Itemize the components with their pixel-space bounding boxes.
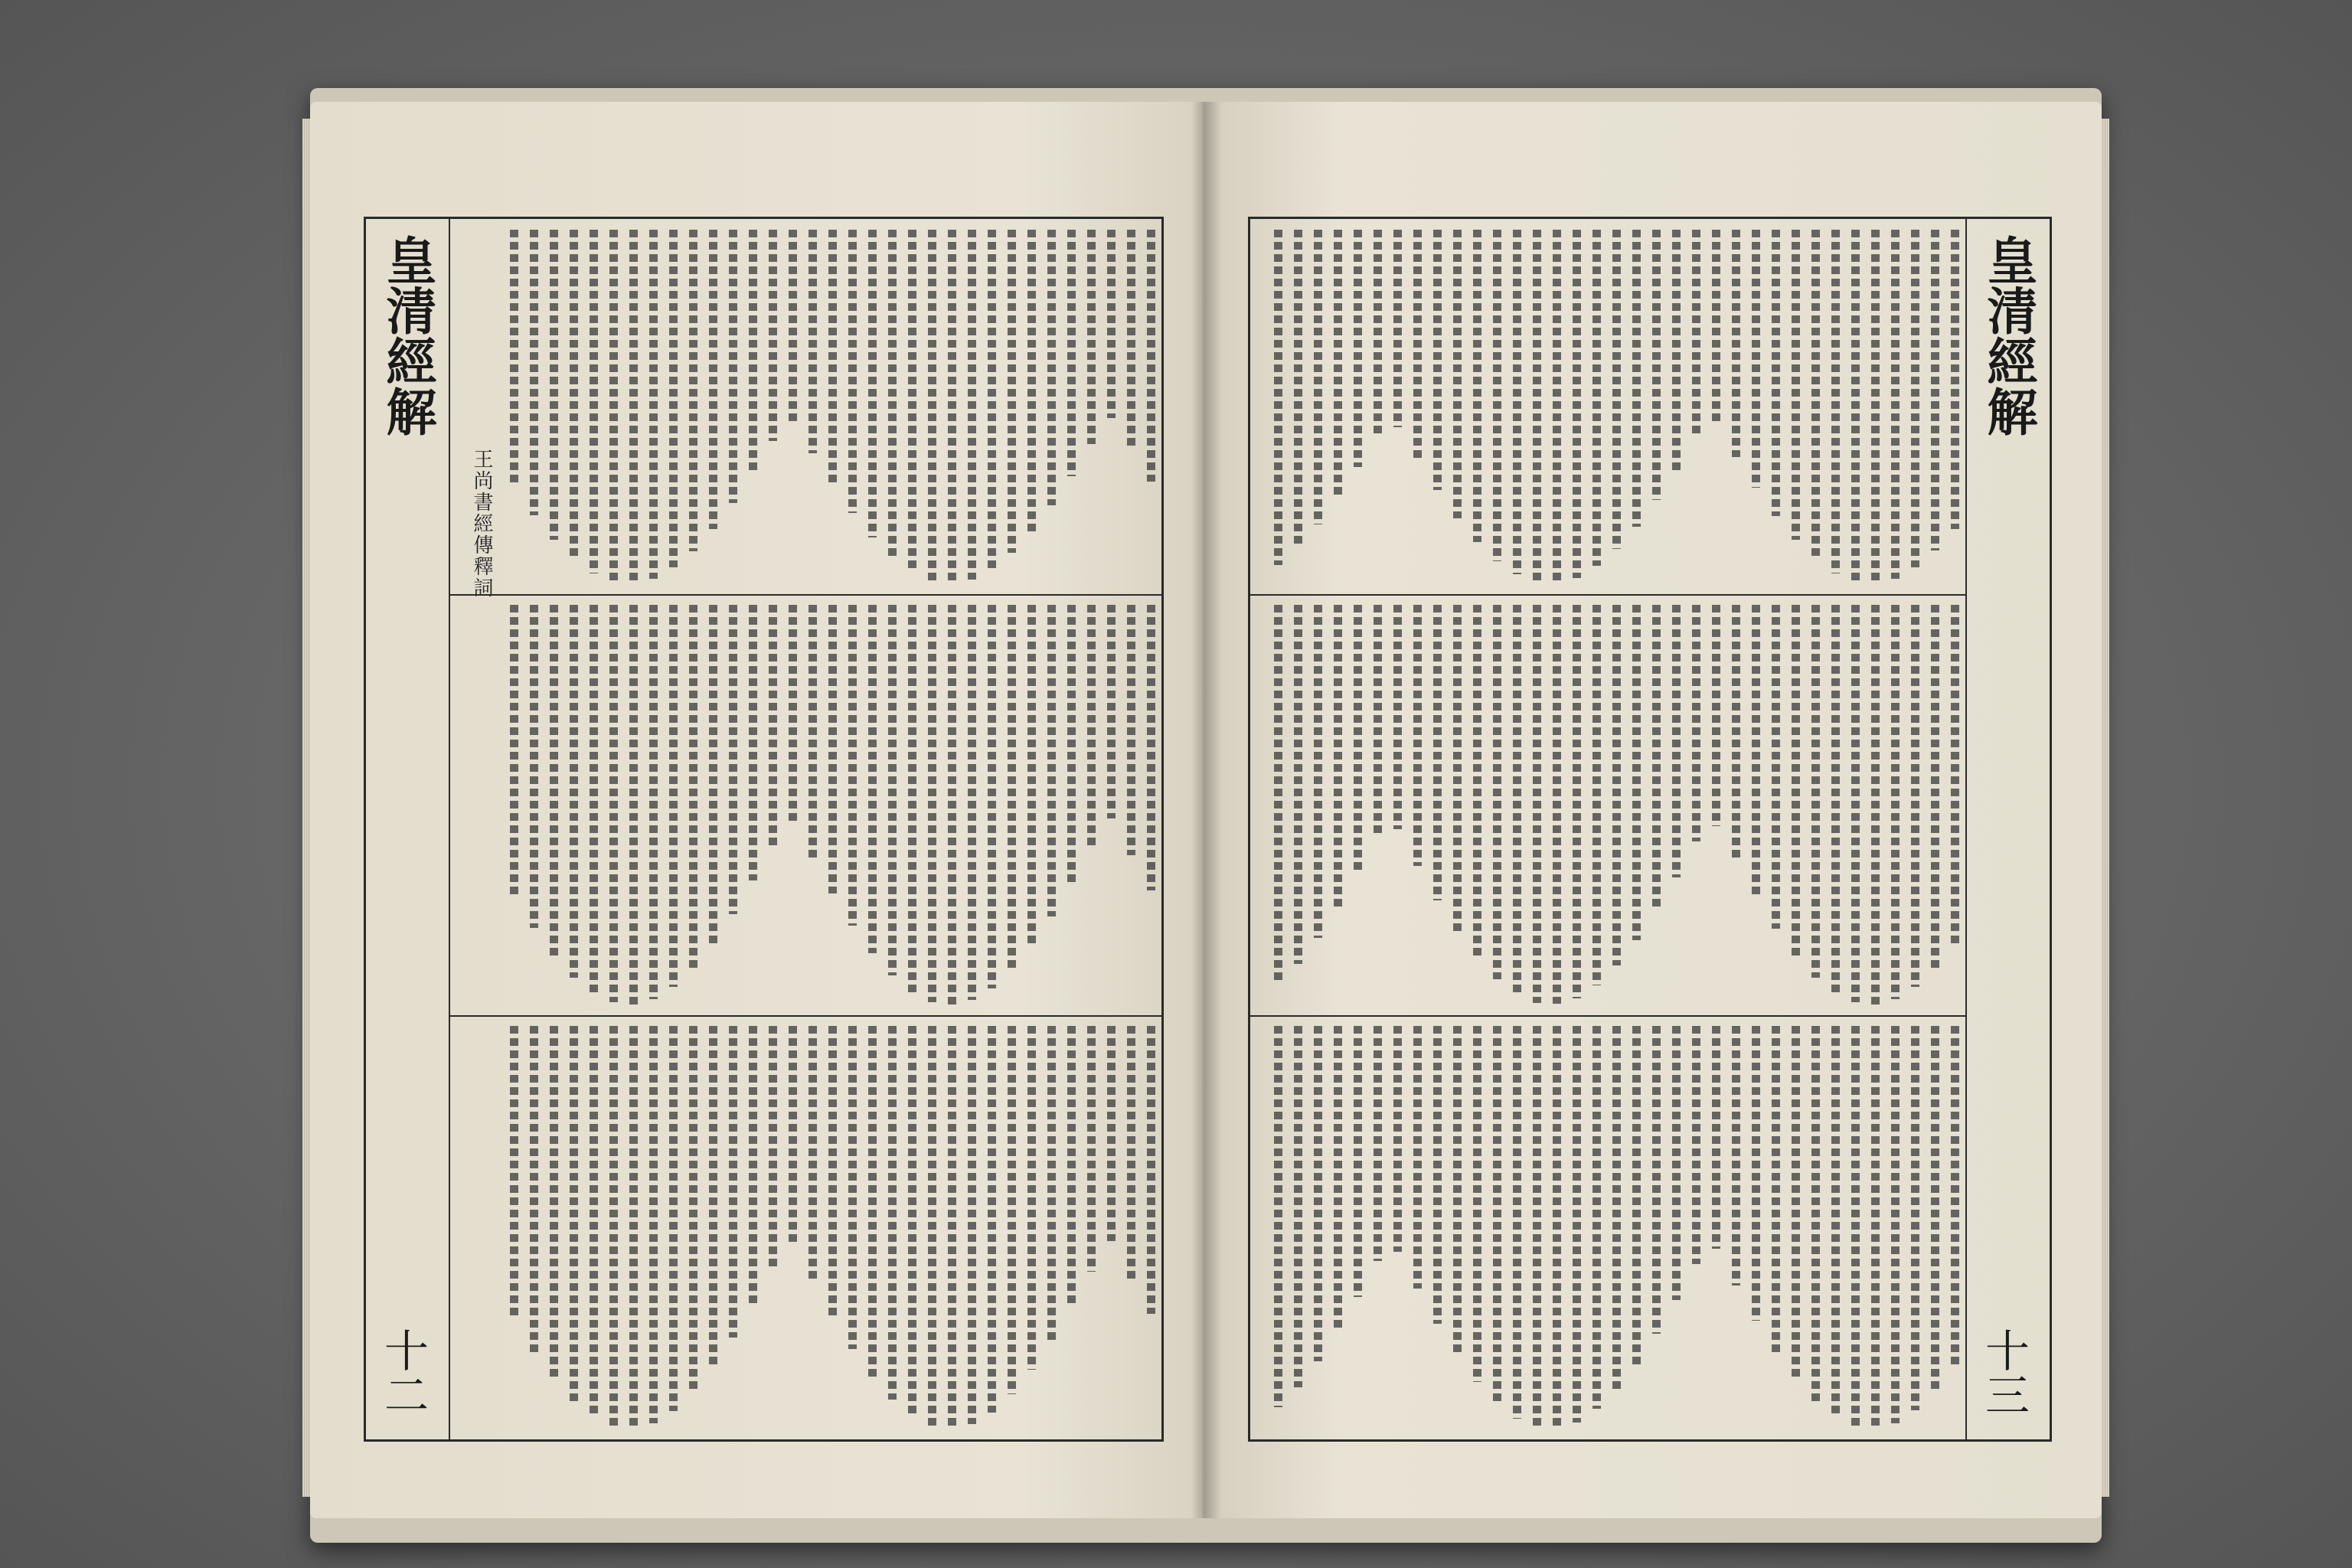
text-column-mark xyxy=(1334,230,1342,497)
text-column-mark xyxy=(769,605,777,845)
text-column-mark xyxy=(1294,230,1302,547)
text-column-mark xyxy=(1811,605,1820,978)
text-column-mark xyxy=(908,605,916,992)
text-column-mark xyxy=(1314,230,1322,524)
text-column-mark xyxy=(1553,1026,1561,1428)
text-column-mark xyxy=(848,605,857,926)
text-column-mark xyxy=(948,230,956,583)
text-column-mark xyxy=(1354,1026,1362,1297)
text-column-mark xyxy=(1732,1026,1740,1285)
right-leaf-number: 十三 xyxy=(1978,1328,2030,1416)
text-column-mark xyxy=(868,605,877,953)
text-column-mark xyxy=(1107,605,1116,818)
left-register-rule-2 xyxy=(450,1015,1161,1017)
text-column-mark xyxy=(1652,230,1661,500)
text-column-mark xyxy=(988,230,996,569)
text-column-mark xyxy=(1931,230,1939,550)
text-column-mark xyxy=(1274,1026,1282,1407)
text-column-mark xyxy=(789,230,797,421)
text-column-mark xyxy=(1008,230,1016,553)
text-column-mark xyxy=(1792,605,1800,956)
text-column-mark xyxy=(808,230,817,453)
text-column-mark xyxy=(1931,605,1939,968)
text-column-mark xyxy=(1433,1026,1442,1324)
text-column-mark xyxy=(1107,230,1116,418)
text-column-mark xyxy=(1433,230,1442,490)
text-column-mark xyxy=(1027,605,1036,946)
text-column-mark xyxy=(988,1026,996,1413)
open-book xyxy=(310,88,2102,1543)
text-column-mark xyxy=(808,605,817,858)
text-column-mark xyxy=(530,230,538,515)
text-column-mark xyxy=(1493,230,1501,561)
text-column-mark xyxy=(1831,605,1840,994)
text-column-mark xyxy=(1871,230,1880,583)
text-column-mark xyxy=(570,605,578,978)
text-column-mark xyxy=(1752,605,1760,897)
text-column-mark xyxy=(1047,605,1056,916)
text-column-mark xyxy=(808,1026,817,1282)
text-column-mark xyxy=(749,1026,757,1304)
text-column-mark xyxy=(709,230,717,529)
text-column-mark xyxy=(1612,230,1621,549)
text-column-mark xyxy=(1374,605,1382,838)
right-margin-strip xyxy=(1965,219,2050,1439)
text-column-mark xyxy=(1393,605,1402,829)
text-column-mark xyxy=(948,605,956,1004)
text-column-mark xyxy=(1891,230,1900,579)
text-column-mark xyxy=(590,605,598,993)
text-column-mark xyxy=(1413,230,1422,459)
text-column-mark xyxy=(1951,1026,1959,1367)
text-column-mark xyxy=(1592,230,1601,566)
text-column-mark xyxy=(1087,1026,1096,1272)
text-column-mark xyxy=(1851,1026,1860,1426)
text-column-mark xyxy=(1632,230,1641,527)
text-column-mark xyxy=(968,1026,976,1424)
text-column-mark xyxy=(968,605,976,1000)
text-column-mark xyxy=(609,605,618,1002)
left-running-title: 皇清經解 xyxy=(377,234,437,436)
text-column-mark xyxy=(1008,1026,1016,1394)
text-column-mark xyxy=(629,605,638,1004)
text-column-mark xyxy=(1871,605,1880,1004)
text-column-mark xyxy=(550,230,558,540)
text-column-mark xyxy=(848,1026,857,1349)
text-column-mark xyxy=(1851,230,1860,582)
text-column-mark xyxy=(1692,605,1700,841)
text-column-mark xyxy=(1354,605,1362,874)
text-column-mark xyxy=(1712,605,1720,826)
text-column-mark xyxy=(1632,605,1641,940)
text-column-mark xyxy=(1772,230,1780,516)
text-column-mark xyxy=(1087,605,1096,848)
text-column-mark xyxy=(988,605,996,988)
text-column-mark xyxy=(1573,230,1581,578)
text-column-mark xyxy=(1871,1026,1880,1429)
text-column-mark xyxy=(1612,605,1621,965)
left-margin-strip xyxy=(366,219,450,1439)
text-column-mark xyxy=(948,1026,956,1429)
text-column-mark xyxy=(1147,230,1155,482)
text-column-mark xyxy=(1008,605,1016,970)
text-column-mark xyxy=(1752,230,1760,488)
left-page xyxy=(310,102,1202,1518)
text-column-mark xyxy=(1632,1026,1641,1364)
text-column-mark xyxy=(1354,230,1362,467)
text-column-mark xyxy=(1891,1026,1900,1423)
text-column-mark xyxy=(1274,230,1282,565)
text-column-mark xyxy=(1433,605,1442,900)
text-column-mark xyxy=(609,230,618,582)
text-column-mark xyxy=(1851,605,1860,1002)
text-column-mark xyxy=(1592,605,1601,985)
text-column-mark xyxy=(1553,605,1561,1004)
text-column-mark xyxy=(928,230,936,581)
text-column-mark xyxy=(1592,1026,1601,1409)
text-column-mark xyxy=(1147,605,1155,890)
text-column-mark xyxy=(1027,230,1036,531)
text-column-mark xyxy=(888,230,897,558)
text-column-mark xyxy=(1712,1026,1720,1249)
text-column-mark xyxy=(1294,1026,1302,1387)
text-column-mark xyxy=(1692,1026,1700,1264)
text-column-mark xyxy=(1891,605,1900,999)
right-page xyxy=(1206,102,2102,1518)
text-column-mark xyxy=(1831,1026,1840,1418)
text-column-mark xyxy=(1047,1026,1056,1341)
text-column-mark xyxy=(510,230,518,487)
text-column-mark xyxy=(828,605,837,893)
text-column-mark xyxy=(828,1026,837,1317)
text-column-mark xyxy=(609,1026,618,1426)
text-column-mark xyxy=(1652,605,1661,910)
text-column-mark xyxy=(1047,230,1056,505)
text-column-mark xyxy=(1911,230,1919,567)
text-column-mark xyxy=(1314,605,1322,938)
text-column-mark xyxy=(1513,230,1521,574)
text-column-mark xyxy=(1811,1026,1820,1402)
text-column-mark xyxy=(769,1026,777,1268)
text-column-mark xyxy=(1672,605,1681,877)
right-text-frame xyxy=(1248,217,2052,1442)
text-column-mark xyxy=(1951,230,1959,529)
text-column-mark xyxy=(709,1026,717,1367)
text-column-mark xyxy=(1493,605,1501,979)
text-column-mark xyxy=(1533,1026,1541,1427)
text-column-mark xyxy=(908,230,916,573)
text-column-mark xyxy=(689,230,697,551)
text-column-mark xyxy=(888,605,897,975)
text-column-mark xyxy=(1294,605,1302,964)
text-column-mark xyxy=(1067,1026,1076,1307)
text-column-mark xyxy=(669,605,678,987)
text-column-mark xyxy=(1792,1026,1800,1380)
text-column-mark xyxy=(629,230,638,583)
text-column-mark xyxy=(1672,1026,1681,1300)
text-column-mark xyxy=(1473,605,1481,958)
text-column-mark xyxy=(868,230,877,537)
text-column-mark xyxy=(729,605,737,914)
text-column-mark xyxy=(1393,230,1402,427)
text-column-mark xyxy=(1127,1026,1135,1279)
text-column-mark xyxy=(1027,1026,1036,1370)
text-column-mark xyxy=(1334,605,1342,907)
text-column-mark xyxy=(1493,1026,1501,1403)
text-column-mark xyxy=(1147,1026,1155,1314)
text-column-mark xyxy=(1752,1026,1760,1321)
text-column-mark xyxy=(1413,1026,1422,1289)
text-column-mark xyxy=(1374,230,1382,435)
right-register-rule-2 xyxy=(1250,1015,1965,1017)
text-column-mark xyxy=(1453,1026,1462,1355)
text-column-mark xyxy=(1067,230,1076,476)
text-column-mark xyxy=(709,605,717,943)
text-column-mark xyxy=(1533,605,1541,1003)
text-column-mark xyxy=(1067,605,1076,884)
text-column-mark xyxy=(789,1026,797,1245)
text-column-mark xyxy=(1473,1026,1481,1382)
text-column-mark xyxy=(649,1026,658,1423)
text-column-mark xyxy=(749,605,757,880)
text-column-mark xyxy=(1951,605,1959,943)
text-column-mark xyxy=(570,230,578,560)
text-column-mark xyxy=(590,230,598,573)
text-column-mark xyxy=(1334,1026,1342,1331)
text-column-mark xyxy=(510,605,518,897)
text-column-mark xyxy=(1672,230,1681,470)
text-column-mark xyxy=(1127,230,1135,450)
text-column-mark xyxy=(1931,1026,1939,1392)
text-column-mark xyxy=(1413,605,1422,866)
text-column-mark xyxy=(1513,1026,1521,1419)
text-column-mark xyxy=(888,1026,897,1400)
text-column-mark xyxy=(1732,230,1740,457)
text-column-mark xyxy=(1453,230,1462,518)
text-column-mark xyxy=(749,230,757,473)
text-column-mark xyxy=(550,1026,558,1380)
text-column-mark xyxy=(928,1026,936,1426)
text-column-mark xyxy=(789,605,797,822)
text-column-mark xyxy=(1732,605,1740,862)
text-column-mark xyxy=(629,1026,638,1429)
text-column-mark xyxy=(1473,230,1481,542)
text-column-mark xyxy=(1573,1026,1581,1423)
text-column-mark xyxy=(530,1026,538,1352)
text-column-mark xyxy=(908,1026,916,1416)
left-leaf-number: 十二 xyxy=(377,1328,429,1416)
text-column-mark xyxy=(1533,230,1541,582)
text-column-mark xyxy=(1612,1026,1621,1390)
text-column-mark xyxy=(590,1026,598,1417)
text-column-mark xyxy=(1374,1026,1382,1261)
text-column-mark xyxy=(1911,1026,1919,1410)
text-column-mark xyxy=(928,605,936,1002)
text-column-mark xyxy=(729,1026,737,1338)
text-column-mark xyxy=(570,1026,578,1402)
text-column-mark xyxy=(1811,230,1820,560)
text-column-mark xyxy=(1314,1026,1322,1361)
text-column-mark xyxy=(1107,1026,1116,1241)
left-register-rule-1 xyxy=(450,594,1161,596)
left-block-header: 王尚書經傳釋詞 xyxy=(470,449,493,599)
text-column-mark xyxy=(689,1026,697,1392)
left-text-frame xyxy=(364,217,1164,1442)
text-column-mark xyxy=(1792,230,1800,540)
text-column-mark xyxy=(1573,605,1581,998)
book-gutter xyxy=(1191,102,1221,1518)
text-column-mark xyxy=(689,605,697,968)
right-register-rule-1 xyxy=(1250,594,1965,596)
text-column-mark xyxy=(1513,605,1521,995)
text-column-mark xyxy=(1911,605,1919,987)
text-column-mark xyxy=(510,1026,518,1320)
text-column-mark xyxy=(1087,230,1096,444)
text-column-mark xyxy=(649,605,658,999)
text-column-mark xyxy=(729,230,737,503)
text-column-mark xyxy=(868,1026,877,1377)
text-column-mark xyxy=(550,605,558,956)
text-column-mark xyxy=(1393,1026,1402,1252)
text-column-mark xyxy=(1712,230,1720,424)
text-column-mark xyxy=(530,605,538,928)
text-column-mark xyxy=(1652,1026,1661,1334)
text-column-mark xyxy=(848,230,857,513)
text-column-mark xyxy=(1453,605,1462,931)
text-column-mark xyxy=(649,230,658,579)
text-column-mark xyxy=(1772,1026,1780,1352)
text-column-mark xyxy=(1127,605,1135,855)
text-column-mark xyxy=(1553,230,1561,583)
text-column-mark xyxy=(1692,230,1700,438)
text-column-mark xyxy=(1274,605,1282,984)
text-column-mark xyxy=(669,230,678,567)
text-column-mark xyxy=(769,230,777,441)
text-column-mark xyxy=(1831,230,1840,573)
text-column-mark xyxy=(1772,605,1780,929)
right-running-title: 皇清經解 xyxy=(1978,234,2038,436)
text-column-mark xyxy=(669,1026,678,1411)
text-column-mark xyxy=(828,230,837,485)
text-column-mark xyxy=(968,230,976,580)
